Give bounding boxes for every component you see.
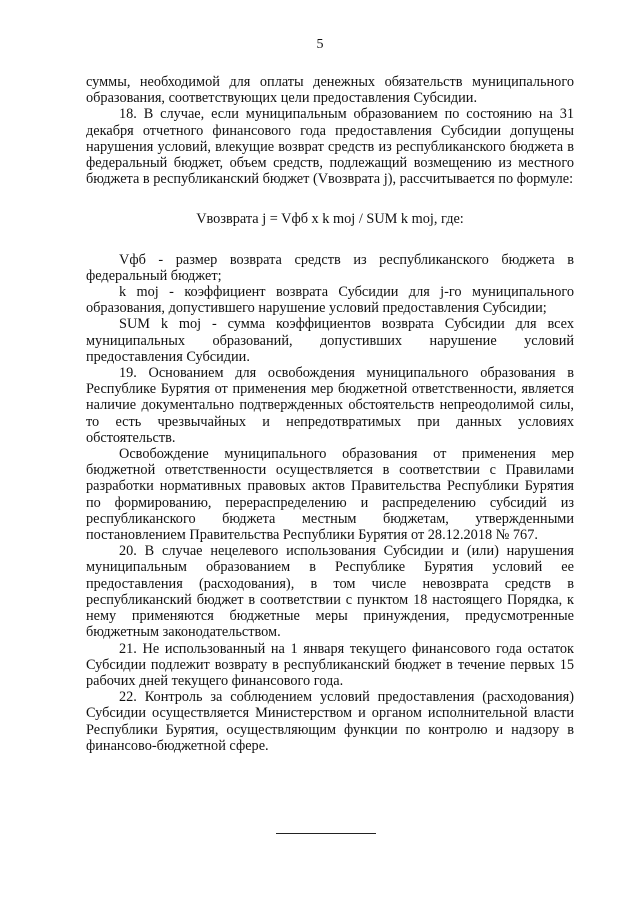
paragraph-item-18: 18. В случае, если муниципальным образованием по состоянию на 31 декабря отчетного финансового года предоставления Субсидии допущены нарушения условий, влекущие возврат средств из республиканского бюджета в федеральный бюджет, объем средств, подлежащий возмещению из местного бюджета в республиканский бюджет (Vвозврата j), рассчитывается по формуле: [86, 106, 574, 188]
formula: Vвозврата j = Vфб x k moj / SUM k moj, где: [196, 211, 464, 228]
formula-definition-sum-kmoj: SUM k moj - сумма коэффициентов возврата Субсидии для всех муниципальных образований, допустивших нарушение условий предоставления Субсидии. [86, 316, 574, 365]
page-number: 5 [316, 37, 324, 52]
paragraph-continuation: суммы, необходимой для оплаты денежных обязательств муниципального образования, соответствующих цели предоставления Субсидии. [86, 74, 574, 107]
paragraph-item-19: 19. Основанием для освобождения муниципального образования в Республике Бурятия от применения мер бюджетной ответственности, является наличие документально подтвержденных обстоятельств непреодолимой силы, то есть чрезвычайных и непредотвратимых при данных условиях обстоятельств. [86, 365, 574, 446]
formula-definition-vfb: Vфб - размер возврата средств из республиканского бюджета в федеральный бюджет; [86, 251, 574, 284]
footer-divider [276, 833, 376, 834]
paragraph-item-21: 21. Не использованный на 1 января текущего финансового года остаток Субсидии подлежит возврату в республиканский бюджет в течение первых 15 рабочих дней текущего финансового года. [86, 640, 574, 689]
document-body [86, 74, 574, 754]
formula-definition-kmoj: k moj - коэффициент возврата Субсидии для j-го муниципального образования, допустившего нарушение условий предоставления Субсидии; [86, 284, 574, 317]
paragraph-item-20: 20. В случае нецелевого использования Субсидии и (или) нарушения муниципальным образованием в Республике Бурятия условий ее предоставления (расходования), в том числе невозврата средств в республиканский бюджет в соответствии с пунктом 18 настоящего Порядка, к нему применяются бюджетные меры принуждения, предусмотренные бюджетным законодательством. [86, 543, 574, 641]
paragraph-item-22: 22. Контроль за соблюдением условий предоставления (расходования) Субсидии осуществляется Министерством и органом исполнительной власти Республики Бурятия, осуществляющим функции по контролю и надзору в финансово-бюджетной сфере. [86, 689, 574, 754]
paragraph-release: Освобождение муниципального образования от применения мер бюджетной ответственности осуществляется в соответствии с Правилами разработки нормативных правовых актов Правительства Республики Бурятия по формированию, перераспределению и распределению субсидий из республиканского бюджета местным бюджетам, утвержденными постановлением Правительства Республики Бурятия от 28.12.2018 № 767. [86, 446, 574, 544]
